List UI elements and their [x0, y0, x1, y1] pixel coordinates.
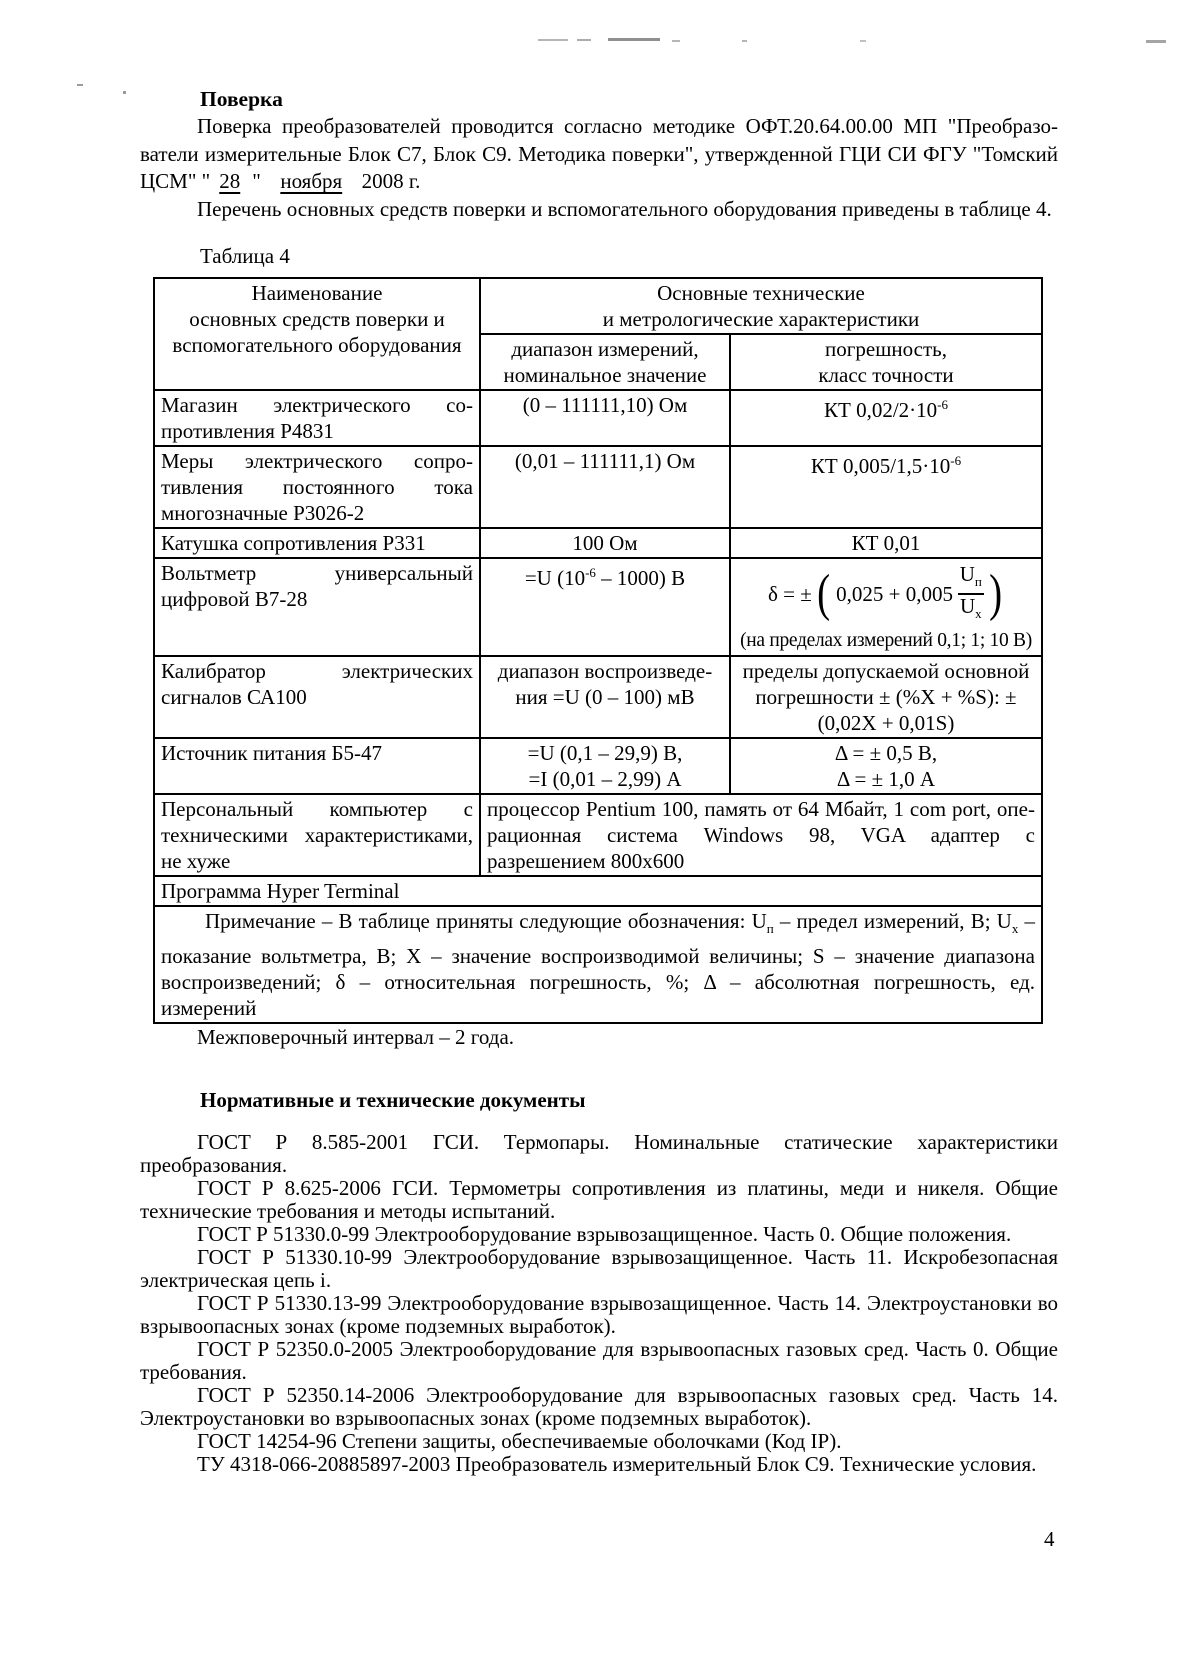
scan-artifact [1146, 40, 1166, 43]
documents-heading: Нормативные и технические документы [200, 1088, 586, 1113]
table-row [154, 528, 1042, 558]
header-characteristics: Основные технические и метрологические характеристики [480, 278, 1042, 334]
date-day-blank: 28 [219, 169, 241, 193]
table-note-row [154, 906, 1042, 1022]
scan-artifact [538, 39, 568, 41]
intro-text-2: " [252, 169, 261, 193]
accuracy-value: пределы допускаемой основной погрешности ± (%X + %S): ± (0,02X + 0,01S) [730, 656, 1042, 738]
scan-artifact [742, 40, 747, 42]
intro-text-3: 2008 г. [361, 169, 421, 193]
accuracy-value: КТ 0,01 [730, 528, 1042, 558]
accuracy-value: КТ $0,005/1,5\cdot 10^{-6}$ [730, 446, 1042, 528]
measurement-range: 100 Ом [480, 528, 730, 558]
measurement-range: диапазон воспроизведения =U (0 – 100) мВ [480, 656, 730, 738]
table-row [154, 390, 1042, 446]
accuracy-value: КТ $0,02/2\cdot 10^{-6}$ [730, 390, 1042, 446]
table-row [154, 446, 1042, 528]
table-row [154, 738, 1042, 794]
header-equipment-name: Наименование основных средств поверки и вспомогательного оборудования [154, 278, 480, 390]
header-range: диапазон измерений, номинальное значение [480, 334, 730, 390]
normative-documents-section [140, 1087, 1058, 1476]
equipment-name: Меры электрического сопротивления постоянного тока многозначные Р3026-2 [154, 446, 480, 528]
document-item: ТУ 4318-066-20885897-2003 Преобразователь измерительный Блок С9. Технические условия. [197, 1452, 1037, 1477]
measurement-range: (0,01 – 111111,1) Ом [480, 446, 730, 528]
scan-artifact [577, 39, 591, 41]
scan-artifact [860, 40, 866, 42]
intro-text-1: Поверка преобразователей проводится согласно методике ОФТ.20.64.00.00 МП "Преобразователи измерительные Блок С7, Блок С9. Методика поверки", утвержденной ГЦИ СИ ФГУ "Томский ЦСМ" " [140, 114, 1058, 193]
equipment-name: Источник питания Б5-47 [154, 738, 480, 794]
exponent: -6 [937, 397, 948, 412]
document-item: ГОСТ 14254-96 Степени защиты, обеспечиваемые оболочками (Код IP). [197, 1429, 842, 1454]
fraction-denominator: $U_х$ [958, 593, 984, 625]
equipment-name: Магазин электрического сопротивления Р4831 [154, 390, 480, 446]
accuracy-value: Δ = ± 0,5 В, Δ = ± 1,0 А [730, 738, 1042, 794]
list-intro-paragraph: Перечень основных средств поверки и вспомогательного оборудования приведены в таблице 4. [197, 196, 1052, 221]
document-item: ГОСТ Р 8.625-2006 ГСИ. Термометры сопротивления из платины, меди и никеля. Общие технические требования и методы испытаний. [140, 1176, 1058, 1224]
measurement-range: =U (0,1 – 29,9) В, =I (0,01 – 2,99) А [480, 738, 730, 794]
fraction [958, 563, 984, 625]
document-item: ГОСТ Р 52350.14-2006 Электрооборудование для взрывоопасных газовых сред. Часть 14. Электроустановки во взрывоопасных зонах (кроме подземных выработок). [140, 1383, 1058, 1431]
right-paren: ) [988, 565, 1002, 623]
scan-artifact [672, 40, 680, 42]
document-item: ГОСТ Р 51330.0-99 Электрооборудование взрывозащищенное. Часть 0. Общие положения. [197, 1222, 1012, 1247]
calibration-interval: Межповерочный интервал – 2 года. [197, 1024, 515, 1049]
document-item: ГОСТ Р 8.585-2001 ГСИ. Термопары. Номинальные статические характеристики преобразования. [140, 1130, 1058, 1178]
measurement-range: (0 – 111111,10) Ом [480, 390, 730, 446]
page-content [140, 86, 1058, 1476]
error-formula: δ = ± ( 0,025 + 0,005 $\frac{U_п}{U_х}$ ) [737, 563, 1035, 625]
table-row [154, 876, 1042, 906]
equipment-name: Катушка сопротивления Р331 [154, 528, 480, 558]
pc-specification: процессор Pentium 100, память от 64 Мбайт, 1 com port, операционная система Windows 98, VGA адаптер с разрешением 800x600 [480, 794, 1042, 876]
scan-artifact [123, 91, 126, 94]
accuracy-formula-cell [730, 558, 1042, 656]
document-item: ГОСТ Р 51330.10-99 Электрооборудование взрывозащищенное. Часть 11. Искробезопасная электрическая цепь i. [140, 1245, 1058, 1293]
table-row [154, 794, 1042, 876]
date-month-blank: ноября [280, 169, 343, 193]
section-title: Поверка [200, 87, 283, 111]
fraction-numerator: $U_п$ [959, 562, 982, 590]
equipment-name: Калибратор электрических сигналов СА100 [154, 656, 480, 738]
equipment-name: Персональный компьютер с техническими характеристиками, не хуже [154, 794, 480, 876]
verification-equipment-table [153, 277, 1043, 1024]
intro-paragraph [140, 113, 1058, 196]
header-accuracy: погрешность, класс точности [730, 334, 1042, 390]
measurement-range: =U $(10^{-6} - 1000)$ В [480, 558, 730, 656]
scan-artifact [608, 38, 660, 41]
document-item: ГОСТ Р 52350.0-2005 Электрооборудование для взрывоопасных газовых сред. Часть 0. Общие требования. [140, 1337, 1058, 1385]
equipment-name: Вольтметр универсальный цифровой В7-28 [154, 558, 480, 656]
table-row [154, 656, 1042, 738]
scan-artifact [77, 84, 83, 86]
table-row [154, 558, 1042, 656]
exponent: -6 [950, 453, 962, 468]
software-name: Программа Hyper Terminal [154, 876, 1042, 906]
left-paren: ( [816, 565, 830, 623]
exponent: -6 [585, 565, 596, 580]
page-number: 4 [1044, 1527, 1055, 1551]
table-note: Примечание – В таблице приняты следующие обозначения: $U_п$ – предел измерений, В; $U_х$ – показание вольтметра, В; X – значение воспроизводимой величины; S – значение диапазона воспроизведений; δ – относительная погрешность, %; Δ – абсолютная погрешность, ед. измерений [154, 906, 1042, 1022]
formula-caption: (на пределах измерений 0,1; 1; 10 В) [740, 630, 1032, 652]
document-item: ГОСТ Р 51330.13-99 Электрооборудование взрывозащищенное. Часть 14. Электроустановки во взрывоопасных зонах (кроме подземных выработок). [140, 1291, 1058, 1339]
table-header-row [154, 278, 1042, 334]
table-caption: Таблица 4 [200, 244, 290, 268]
